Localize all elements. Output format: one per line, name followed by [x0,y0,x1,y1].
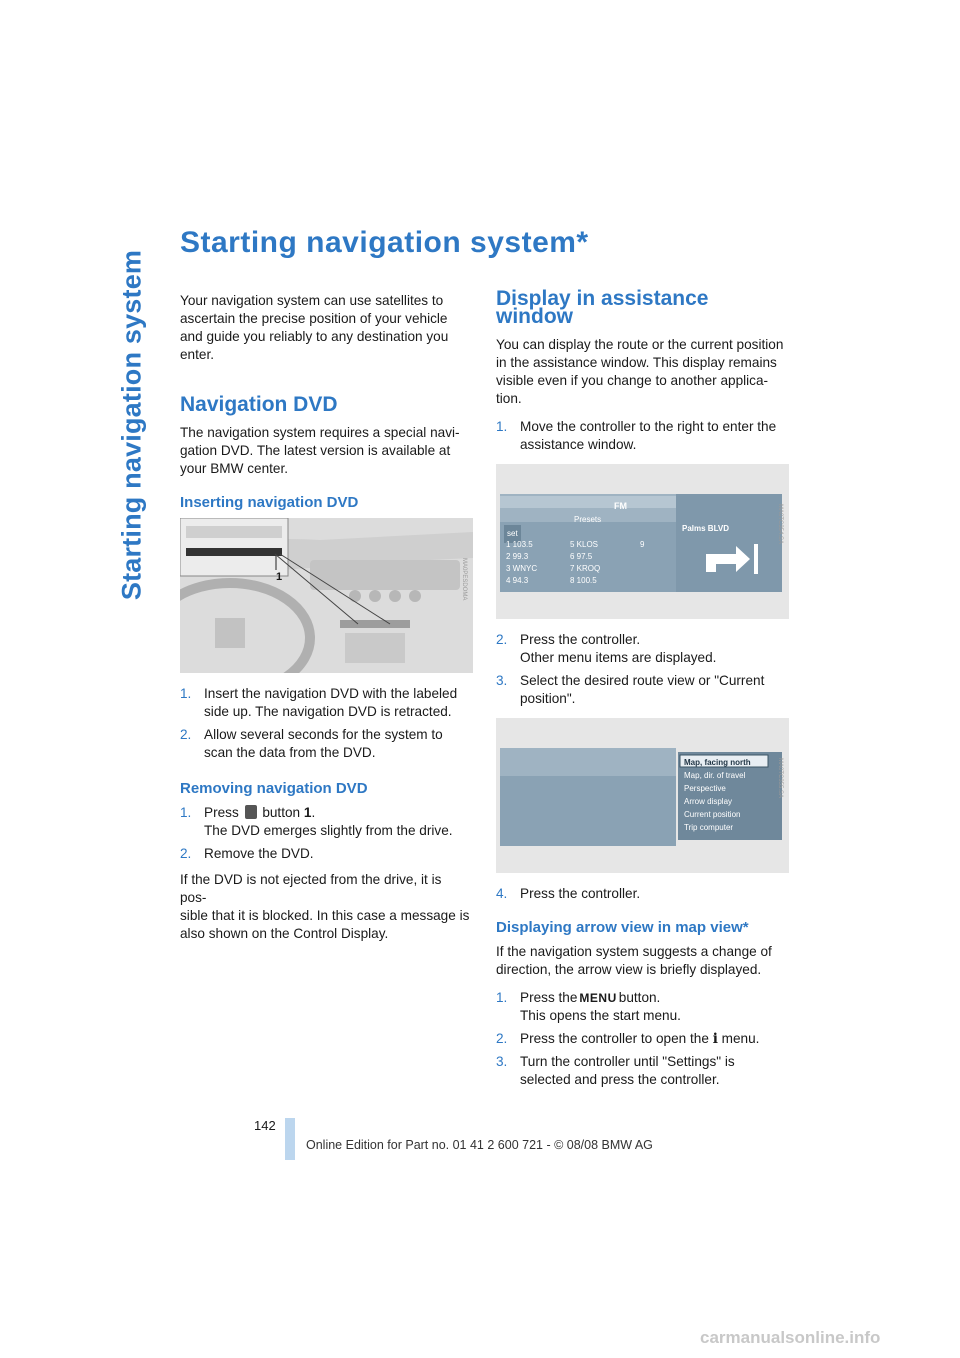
list-item: 1. Press the MENU button. This opens the start menu. [496,990,681,1023]
list-item: 1. Move the controller to the right to enter the assistance window. [496,419,777,452]
assistance-body: You can display the route or the current position in the assistance window. This display remains visible even if you change to another applica- tion. [496,337,784,406]
preset-row: 3 WNYC 7 KROQ [506,564,601,573]
list-item: 1. Press button 1. The DVD emerges slightly from the drive. [180,805,453,838]
navigation-dvd-body: The navigation system requires a special navi- gation DVD. The latest version is available at your BMW center. [180,425,460,476]
page-number: 142 [254,1118,276,1133]
figure-callout-1: 1 [276,571,283,583]
dashboard-drawing [180,518,473,673]
page-title: Starting navigation system* [180,226,589,259]
removing-note: If the DVD is not ejected from the drive, it is pos- sible that it is blocked. In this case a message is also shown on the Control Display. [180,872,470,941]
left-column [180,292,470,953]
list-item: 3. Turn the controller until "Settings" is selected and press the controller. [496,1054,735,1087]
list-item: 2. Press the controller. Other menu items are displayed. [496,632,717,665]
arrow-view-steps [496,989,786,1089]
watermark: carmanualsonline.info [700,1328,881,1347]
set-label: set [504,525,521,543]
removing-steps [180,804,470,863]
list-item: 2. Remove the DVD. [180,846,314,861]
info-icon: i [712,1031,718,1047]
preset-grid [506,539,676,587]
control-display-screen-2 [496,718,789,873]
side-title: Starting navigation system [116,249,147,601]
menu-item-trip-computer: Trip computer [684,823,734,832]
inserting-steps [180,685,470,762]
menu-button-icon: MENU [579,991,617,1005]
street-name: Palms BLVD [682,524,729,533]
preset-row: 2 99.3 6 97.5 [506,552,593,561]
preset-row: 4 94.3 8 100.5 [506,576,597,585]
band-label: FM [614,501,627,511]
arrow-view-body: If the navigation system suggests a change of direction, the arrow view is briefly displayed. [496,944,772,977]
presets-label: Presets [574,515,602,524]
inserting-dvd-heading: Inserting navigation DVD [180,494,359,511]
route-view-menu [684,756,751,834]
list-item: 2. Allow several seconds for the system to scan the data from the DVD. [180,727,443,760]
menu-item-map-dir-travel: Map, dir. of travel [684,771,746,780]
dashboard-illustration [180,518,473,673]
menu-item-current-position: Current position [684,810,741,819]
navigation-dvd-heading: Navigation DVD [180,393,338,416]
figure-code: MA0PESDOMA [461,558,467,601]
removing-dvd-heading: Removing navigation DVD [180,780,368,797]
figure-code: MA0TC355.SA [777,758,783,799]
menu-item-perspective: Perspective [684,784,726,793]
control-display-screen-1 [496,464,789,619]
assistance-step-1 [496,418,786,454]
assistance-steps-2-3 [496,631,786,708]
assistance-step-4 [496,885,786,903]
list-item: 1. Insert the navigation DVD with the labeled side up. The navigation DVD is retracted. [180,686,458,719]
intro-text: Your navigation system can use satellites to ascertain the precise position of your vehicle and guide you reliably to any destination you enter. [180,293,449,362]
figure-code: MA0TC354.SA [777,504,783,545]
preset-row: 1 103.5 5 KLOS 9 [506,540,645,549]
footer-bar [285,1118,295,1160]
menu-item-map-facing-north: Map, facing north [684,758,751,767]
footer-text: Online Edition for Part no. 01 41 2 600 721 - © 08/08 BMW AG [306,1138,653,1152]
list-item: 2. Press the controller to open the i menu. [496,1031,760,1047]
assistance-heading: Display in assistance window [496,287,709,328]
arrow-view-heading: Displaying arrow view in map view* [496,919,749,936]
list-item: 4. Press the controller. [496,886,641,901]
right-column [496,287,786,1097]
menu-item-arrow-display: Arrow display [684,797,733,806]
list-item: 3. Select the desired route view or "Current position". [496,673,765,706]
eject-button-icon [245,805,257,819]
